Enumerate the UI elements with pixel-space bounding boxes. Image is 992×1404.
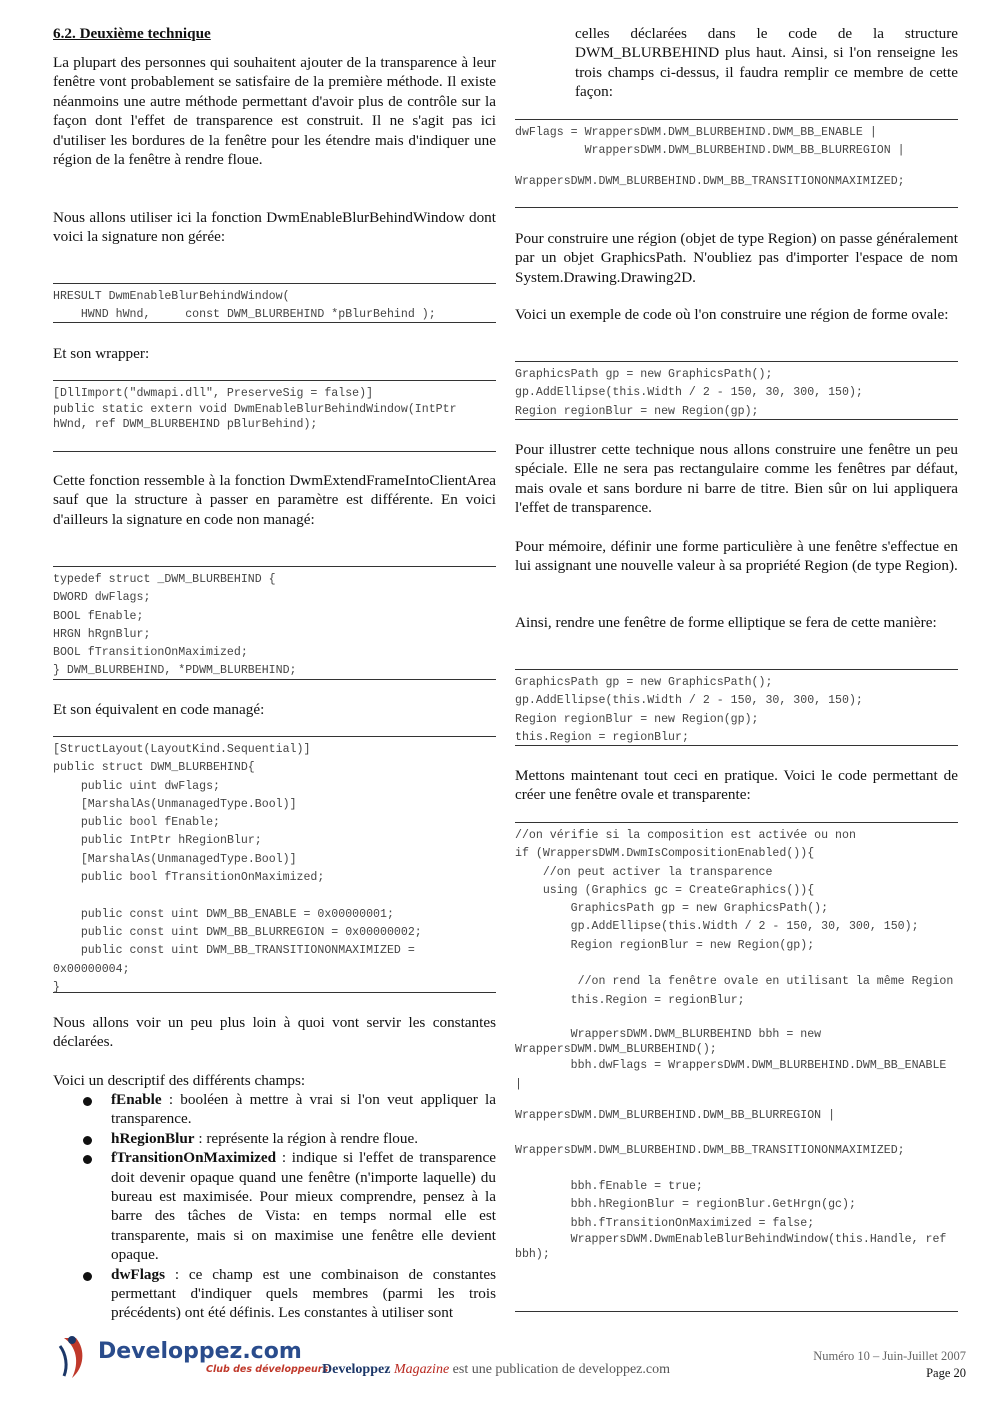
code-line: } DWM_BLURBEHIND, *PDWM_BLURBEHIND; (53, 664, 297, 678)
code-line: public const uint DWM_BB_TRANSITIONONMAXIMIZED = 0x00000004; (53, 944, 422, 976)
code-line: if (WrappersDWM.DwmIsCompositionEnabled()){ (515, 847, 815, 861)
code-line: WrappersDWM.DWM_BLURBEHIND.DWM_BB_BLURREGION | (515, 1094, 836, 1122)
code-line: public static extern void DwmEnableBlurBehindWindow(IntPtr hWnd, ref DWM_BLURBEHIND pBlurBehind); (53, 403, 464, 431)
code-line: public const uint DWM_BB_BLURREGION = 0x00000002; (53, 925, 422, 939)
code-line: Region regionBlur = new Region(gp); (515, 712, 759, 726)
code-line: BOOL fEnable; (53, 609, 144, 623)
code-line: GraphicsPath gp = new GraphicsPath(); (515, 676, 773, 689)
code-line (515, 1160, 958, 1178)
section-heading: 6.2. Deuxième technique (53, 25, 211, 42)
code-line: //on rend la fenêtre ovale en utilisant la même Region (515, 975, 954, 989)
code-line (515, 955, 958, 973)
code-line: BOOL fTransitionOnMaximized; (53, 646, 248, 660)
code-line: public IntPtr hRegionBlur; (53, 834, 262, 848)
code-line: WrappersDWM.DWM_BLURBEHIND.DWM_BB_TRANSITIONONMAXIMIZED; (515, 1125, 905, 1157)
code-line: public const uint DWM_BB_ENABLE = 0x00000001; (53, 907, 394, 921)
field-name: dwFlags (111, 1265, 166, 1283)
paragraph-memo: Pour mémoire, définir une forme particulière à une fenêtre s'effectue en lui assignant une nouvelle valeur à sa propriété Region (de type Region). (515, 538, 958, 575)
paragraph-constants: Nous allons voir un peu plus loin à quoi vont servir les constantes déclarées. (53, 1014, 496, 1051)
code-line: typedef struct _DWM_BLURBEHIND { (53, 573, 276, 586)
bullet-icon (83, 1272, 92, 1281)
paragraph-managed: Et son équivalent en code managé: (53, 701, 265, 718)
code-line: GraphicsPath gp = new GraphicsPath(); (515, 368, 773, 381)
code-block-elliptic (515, 669, 958, 746)
code-line: bbh.fEnable = true; (515, 1180, 703, 1194)
code-line: [DllImport("dwmapi.dll", PreserveSig = false)] (53, 387, 374, 400)
code-line: using (Graphics gc = CreateGraphics()){ (515, 883, 815, 897)
code-line: bbh.dwFlags = WrappersDWM.DWM_BLURBEHIND.DWM_BB_ENABLE | (515, 1059, 954, 1091)
code-line: this.Region = regionBlur; (515, 993, 745, 1007)
code-block-wrapper (53, 380, 496, 452)
code-line: gp.AddEllipse(this.Width / 2 - 150, 30, 300, 150); (515, 694, 863, 708)
code-line: bbh.hRegionBlur = regionBlur.GetHrgn(gc); (515, 1198, 856, 1212)
code-line: bbh.fTransitionOnMaximized = false; (515, 1216, 815, 1230)
footer-magazine: Magazine (393, 1362, 450, 1377)
code-line: this.Region = regionBlur; (515, 730, 689, 744)
field-name: fEnable (111, 1091, 162, 1108)
code-line: public uint dwFlags; (53, 779, 220, 793)
paragraph-region: Pour construire une région (objet de type Region) on passe généralement par un objet GraphicsPath. N'oubliez pas d'importer l'espace de nom System.Drawing.Drawing2D. (515, 230, 958, 286)
code-block-full-example (515, 822, 958, 1312)
code-line: gp.AddEllipse(this.Width / 2 - 150, 30, 300, 150); (515, 920, 919, 934)
list-item (53, 1265, 496, 1323)
footer-publication-text: est une publication de developpez.com (449, 1362, 670, 1377)
footer-publication (0, 1362, 992, 1378)
code-line: [StructLayout(LayoutKind.Sequential)] (53, 743, 311, 756)
code-line: WrappersDWM.DWM_BLURBEHIND.DWM_BB_BLURREGION | (515, 144, 905, 158)
paragraph-continued: celles déclarées dans le code de la structure DWM_BLURBEHIND plus haut. Ainsi, si l'on renseigne les trois champs ci-dessus, il faudra remplir ce membre de cette façon: (575, 25, 958, 101)
paragraph-practice: Mettons maintenant tout ceci en pratique. Voici le code permettant de créer une fenêtre ovale et transparente: (515, 767, 958, 804)
paragraph-intro: La plupart des personnes qui souhaitent ajouter de la transparence à leur fenêtre vont probablement se satisfaire de la première méthode. Il existe néanmoins une autre méthode permettant d'avoir plus de contrôle sur la façon dont l'effet de transparence est construit. Il ne s'agit pas ici d'utiliser les bordures de la fenêtre pour les étendre mais d'indiquer une région de la fenêtre à rendre floue. (53, 54, 496, 169)
field-name: fTransitionOnMaximized (111, 1149, 277, 1167)
fields-list (53, 1090, 496, 1323)
paragraph-fields-intro: Voici un descriptif des différents champs: (53, 1072, 306, 1089)
code-line: DWORD dwFlags; (53, 591, 151, 605)
field-desc: : indique si l'effet de transparence doit devenir opaque quand une fenêtre (n'importe laquelle) du bureau est maximisée. Pour mieux comprendre, pensez à la barre des tâches de Vista: en temps normal elle est transparente, mais si on maximise une fenêtre elle devient opaque. (111, 1149, 496, 1264)
footer-developpez: Developpez (322, 1362, 391, 1377)
code-line: } (53, 980, 60, 994)
field-name: hRegionBlur (111, 1129, 195, 1147)
logo-text: Developpez.com (98, 1339, 302, 1364)
code-line: //on peut activer la transparence (515, 865, 773, 879)
code-line: HRGN hRgnBlur; (53, 627, 151, 641)
list-item (53, 1148, 496, 1264)
code-block-dwflags (515, 119, 958, 208)
code-line: HWND hWnd, const DWM_BLURBEHIND *pBlurBehind ); (53, 308, 436, 322)
logo-subtitle: Club des développeurs (206, 1364, 329, 1375)
code-line: Region regionBlur = new Region(gp); (515, 404, 759, 418)
code-line: WrappersDWM.DWM_BLURBEHIND.DWM_BB_TRANSITIONONMAXIMIZED; (515, 160, 905, 189)
paragraph-illustrate: Pour illustrer cette technique nous allons construire une fenêtre un peu spéciale. Elle ne sera pas rectangulaire comme les fenêtres par défaut, mais ovale et sans bordure ni barre de titre. Bien sûr on lui appliquera l'effet de transparence. (515, 441, 958, 517)
code-line (53, 887, 496, 905)
code-line: gp.AddEllipse(this.Width / 2 - 150, 30, 300, 150); (515, 386, 863, 400)
code-line: WrappersDWM.DWM_BLURBEHIND bbh = new WrappersDWM.DWM_BLURBEHIND(); (515, 1028, 829, 1056)
code-line: public struct DWM_BLURBEHIND{ (53, 761, 255, 775)
field-desc: : ce champ est une combinaison de constantes permettant d'indiquer quels membres (parmi les trois précédents) ont été définis. Les constantes à utiliser sont (111, 1265, 496, 1322)
code-line (515, 1010, 958, 1028)
code-line: [MarshalAs(UnmanagedType.Bool)] (53, 852, 297, 866)
code-block-managed-struct (53, 736, 496, 993)
code-line: public bool fTransitionOnMaximized; (53, 871, 325, 885)
code-line: dwFlags = WrappersDWM.DWM_BLURBEHIND.DWM_BB_ENABLE | (515, 126, 877, 139)
paragraph-elliptic: Ainsi, rendre une fenêtre de forme elliptique se fera de cette manière: (515, 614, 937, 631)
list-item (53, 1129, 496, 1148)
code-line: HRESULT DwmEnableBlurBehindWindow( (53, 290, 290, 303)
field-desc: : représente la région à rendre floue. (194, 1129, 419, 1147)
code-block-signature (53, 283, 496, 323)
paragraph-struct: Cette fonction ressemble à la fonction DwmExtendFrameIntoClientArea sauf que la structure à passer en paramètre est différente. En voici d'ailleurs la signature en code non managé: (53, 472, 496, 528)
paragraph-function: Nous allons utiliser ici la fonction DwmEnableBlurBehindWindow dont voici la signature non gérée: (53, 209, 496, 246)
code-line: WrappersDWM.DwmEnableBlurBehindWindow(this.Handle, ref bbh); (515, 1233, 954, 1261)
issue-number: Numéro 10 – Juin-Juillet 2007 (813, 1349, 966, 1363)
bullet-icon (83, 1136, 92, 1145)
code-line: [MarshalAs(UnmanagedType.Bool)] (53, 797, 297, 811)
field-desc: : booléen à mettre à vrai si l'on veut appliquer la transparence. (111, 1091, 496, 1128)
bullet-icon (83, 1097, 92, 1106)
bullet-icon (83, 1155, 92, 1164)
code-line: //on vérifie si la composition est activée ou non (515, 829, 856, 842)
paragraph-oval-example: Voici un exemple de code où l'on construire une région de forme ovale: (515, 306, 949, 323)
paragraph-wrapper: Et son wrapper: (53, 345, 150, 362)
code-line: GraphicsPath gp = new GraphicsPath(); (515, 902, 829, 916)
code-line: Region regionBlur = new Region(gp); (515, 938, 815, 952)
code-block-struct (53, 566, 496, 680)
code-line: public bool fEnable; (53, 816, 220, 830)
code-block-oval (515, 361, 958, 420)
page-number: Page 20 (926, 1366, 966, 1380)
list-item (53, 1090, 496, 1129)
